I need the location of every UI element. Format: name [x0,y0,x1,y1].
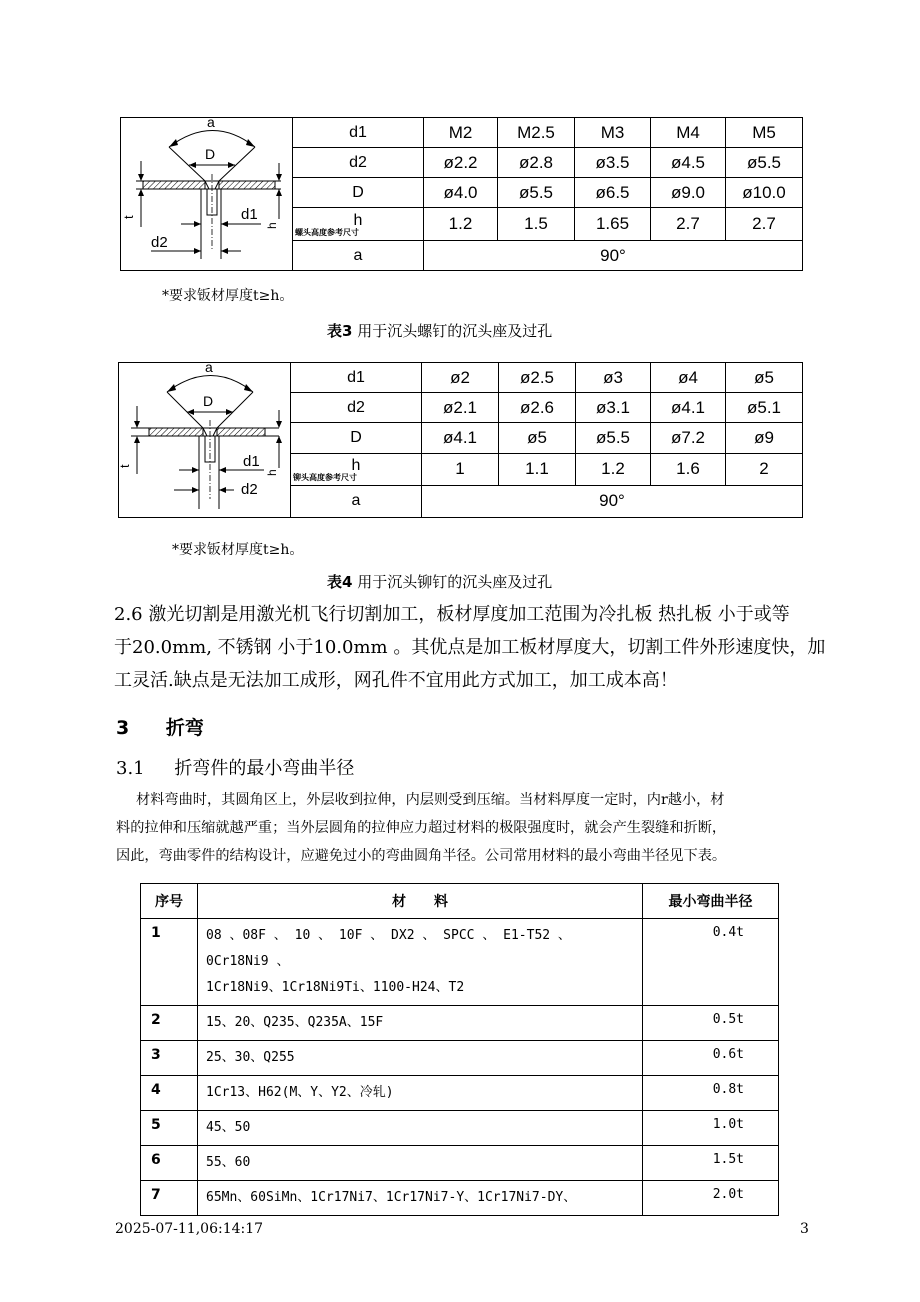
section-3-1-number: 3.1 [116,758,145,779]
table-row [141,1076,779,1111]
t4-cell: ø2.5 [499,363,576,393]
t4-cell: 2 [726,453,803,485]
t4-cell: ø2 [422,363,499,393]
t3-cell: ø5.5 [726,148,803,178]
header-radius: 最小弯曲半径 [643,884,779,919]
section-3-number: 3 [116,717,130,739]
t3-label-h [293,208,424,241]
t4-cell: ø3.1 [576,393,651,423]
t3-label-d2: d2 [293,148,424,178]
height-h-label: h [265,222,279,229]
height-h-label: h [265,469,279,476]
row-material: 25、30、Q255 [198,1041,643,1076]
s26-line2: 于20.0mm, 不锈钢 小于10.0mm 。其优点是加工板材厚度大，切割工件外形速度快，加 [114,637,826,658]
t3-cell: M2 [424,118,498,148]
t3-caption-text: 用于沉头螺钉的沉头座及过孔 [352,322,553,340]
section-3-1-heading [116,754,354,780]
row-radius: 2.0t [643,1181,779,1216]
s26-line3: 工灵活.缺点是无法加工成形，网孔件不宜用此方式加工，加工成本高！ [114,670,678,691]
t3-cell: ø5.5 [498,178,575,208]
t3-cell: ø2.8 [498,148,575,178]
angle-a-label: a [205,359,213,375]
t4-cell: ø5.5 [576,423,651,453]
row-radius: 0.4t [643,919,779,1006]
t4-label-h [291,453,422,485]
t3-label-D: D [293,178,424,208]
t3-cell: 1.5 [498,208,575,241]
row-radius: 1.0t [643,1111,779,1146]
t4-cell: ø4.1 [422,423,499,453]
t4-caption [327,571,552,592]
s26-line1: 2.6 激光切割是用激光机飞行切割加工，板材厚度加工范围为冷扎板 热扎板 小于或等 [114,604,790,625]
t4-cell: ø9 [726,423,803,453]
footer-timestamp: 2025-07-11,06:14:17 [115,1221,264,1237]
t3-label-h-sub: 螺头高度参考尺寸 [295,226,359,237]
angle-a-label: a [207,114,215,130]
row-radius: 0.5t [643,1006,779,1041]
t4-cell: ø2.6 [499,393,576,423]
min-bend-radius-table [140,883,779,1216]
t3-note: *要求钣材厚度t≥h。 [162,288,294,304]
t3-cell: 2.7 [651,208,726,241]
table-row [141,1006,779,1041]
t3-caption-num: 表3 [327,322,353,340]
t4-cell: ø7.2 [651,423,726,453]
t4-cell: 1.6 [651,453,726,485]
t3-cell: ø4.0 [424,178,498,208]
t3-caption [327,320,552,341]
t4-cell: ø3 [576,363,651,393]
t3-cell: ø2.2 [424,148,498,178]
para-line1: 材料弯曲时，其圆角区上，外层收到拉伸，内层则受到压缩。当材料厚度一定时，内r越小，材 [136,792,725,808]
table-row [141,1146,779,1181]
t3-label-d1: d1 [293,118,424,148]
d2-label: d2 [241,481,258,498]
t3-cell: M5 [726,118,803,148]
table-row [141,1111,779,1146]
row-material: 15、20、Q235、Q235A、15F [198,1006,643,1041]
row-material [198,919,643,1006]
countersunk-rivet-figure [117,359,291,518]
thickness-t-label: t [121,215,136,219]
table-row [141,1181,779,1216]
t4-label-h-sub: 铆头高度参考尺寸 [293,471,357,482]
row-no: 2 [141,1006,198,1041]
t4-cell: ø2.1 [422,393,499,423]
row-no: 5 [141,1111,198,1146]
row-material-line2: 1Cr18Ni9、1Cr18Ni9Ti、1100-H24、T2 [206,980,465,995]
section-3-heading [116,713,204,740]
t4-cell: 1.2 [576,453,651,485]
t4-cell: ø4 [651,363,726,393]
t4-cell: 1.1 [499,453,576,485]
footer-page-number: 3 [800,1221,809,1237]
thickness-t-label: t [117,464,132,468]
table4 [117,359,803,518]
row-material: 55、60 [198,1146,643,1181]
table-row [141,1041,779,1076]
t4-cell: ø4.1 [651,393,726,423]
section-3-1-title: 折弯件的最小弯曲半径 [174,758,355,779]
diameter-D-label: D [203,393,214,409]
row-no: 6 [141,1146,198,1181]
t4-caption-num: 表4 [327,573,353,591]
row-no: 3 [141,1041,198,1076]
t4-label-a: a [291,485,422,517]
row-material: 65Mn、60SiMn、1Cr17Ni7、1Cr17Ni7-Y、1Cr17Ni7-DY、 [198,1181,643,1216]
row-material-line1: 08 、08F 、 10 、 10F 、 DX2 、 SPCC 、 E1-T52 、 0Cr18Ni9 、 [206,928,571,969]
t3-cell: ø6.5 [575,178,651,208]
row-material: 1Cr13、H62(M、Y、Y2、冷轧) [198,1076,643,1111]
t3-cell: ø4.5 [651,148,726,178]
t4-cell: 1 [422,453,499,485]
row-radius: 0.6t [643,1041,779,1076]
t4-angle-value: 90° [422,485,803,517]
row-radius: 1.5t [643,1146,779,1181]
d1-label: d1 [241,206,258,223]
header-no: 序号 [141,884,198,919]
t3-cell: ø10.0 [726,178,803,208]
row-no: 4 [141,1076,198,1111]
t3-cell: 1.2 [424,208,498,241]
t3-cell: ø3.5 [575,148,651,178]
t4-caption-text: 用于沉头铆钉的沉头座及过孔 [352,573,553,591]
t3-cell: M4 [651,118,726,148]
t3-label-h-text: h [353,211,363,229]
table-row [141,919,779,1006]
para-line2: 料的拉伸和压缩就越严重；当外层圆角的拉伸应力超过材料的极限强度时，就会产生裂缝和折断， [116,820,727,836]
t4-label-h-text: h [351,456,361,474]
t3-cell: ø9.0 [651,178,726,208]
row-no: 7 [141,1181,198,1216]
row-radius: 0.8t [643,1076,779,1111]
table3 [120,114,803,271]
d2-label: d2 [151,234,168,251]
header-material: 材 料 [198,884,643,919]
t3-angle-value: 90° [424,241,803,271]
t3-cell: 2.7 [726,208,803,241]
t3-cell: M2.5 [498,118,575,148]
t3-cell: 1.65 [575,208,651,241]
diameter-D-label: D [205,146,216,162]
d1-label: d1 [243,453,260,470]
t4-cell: ø5.1 [726,393,803,423]
section-3-1-paragraph [116,786,816,870]
t3-cell: M3 [575,118,651,148]
section-3-title: 折弯 [165,717,204,739]
section-2-6 [114,598,834,697]
row-no: 1 [141,919,198,1006]
row-material: 45、50 [198,1111,643,1146]
t4-label-d1: d1 [291,363,422,393]
t4-cell: ø5 [726,363,803,393]
t4-cell: ø5 [499,423,576,453]
t4-label-D: D [291,423,422,453]
countersunk-screw-figure [121,114,293,271]
t3-label-a: a [293,241,424,271]
para-line3: 因此，弯曲零件的结构设计，应避免过小的弯曲圆角半径。公司常用材料的最小弯曲半径见下表。 [116,848,727,864]
t4-note: *要求钣材厚度t≥h。 [172,542,304,558]
t4-label-d2: d2 [291,393,422,423]
